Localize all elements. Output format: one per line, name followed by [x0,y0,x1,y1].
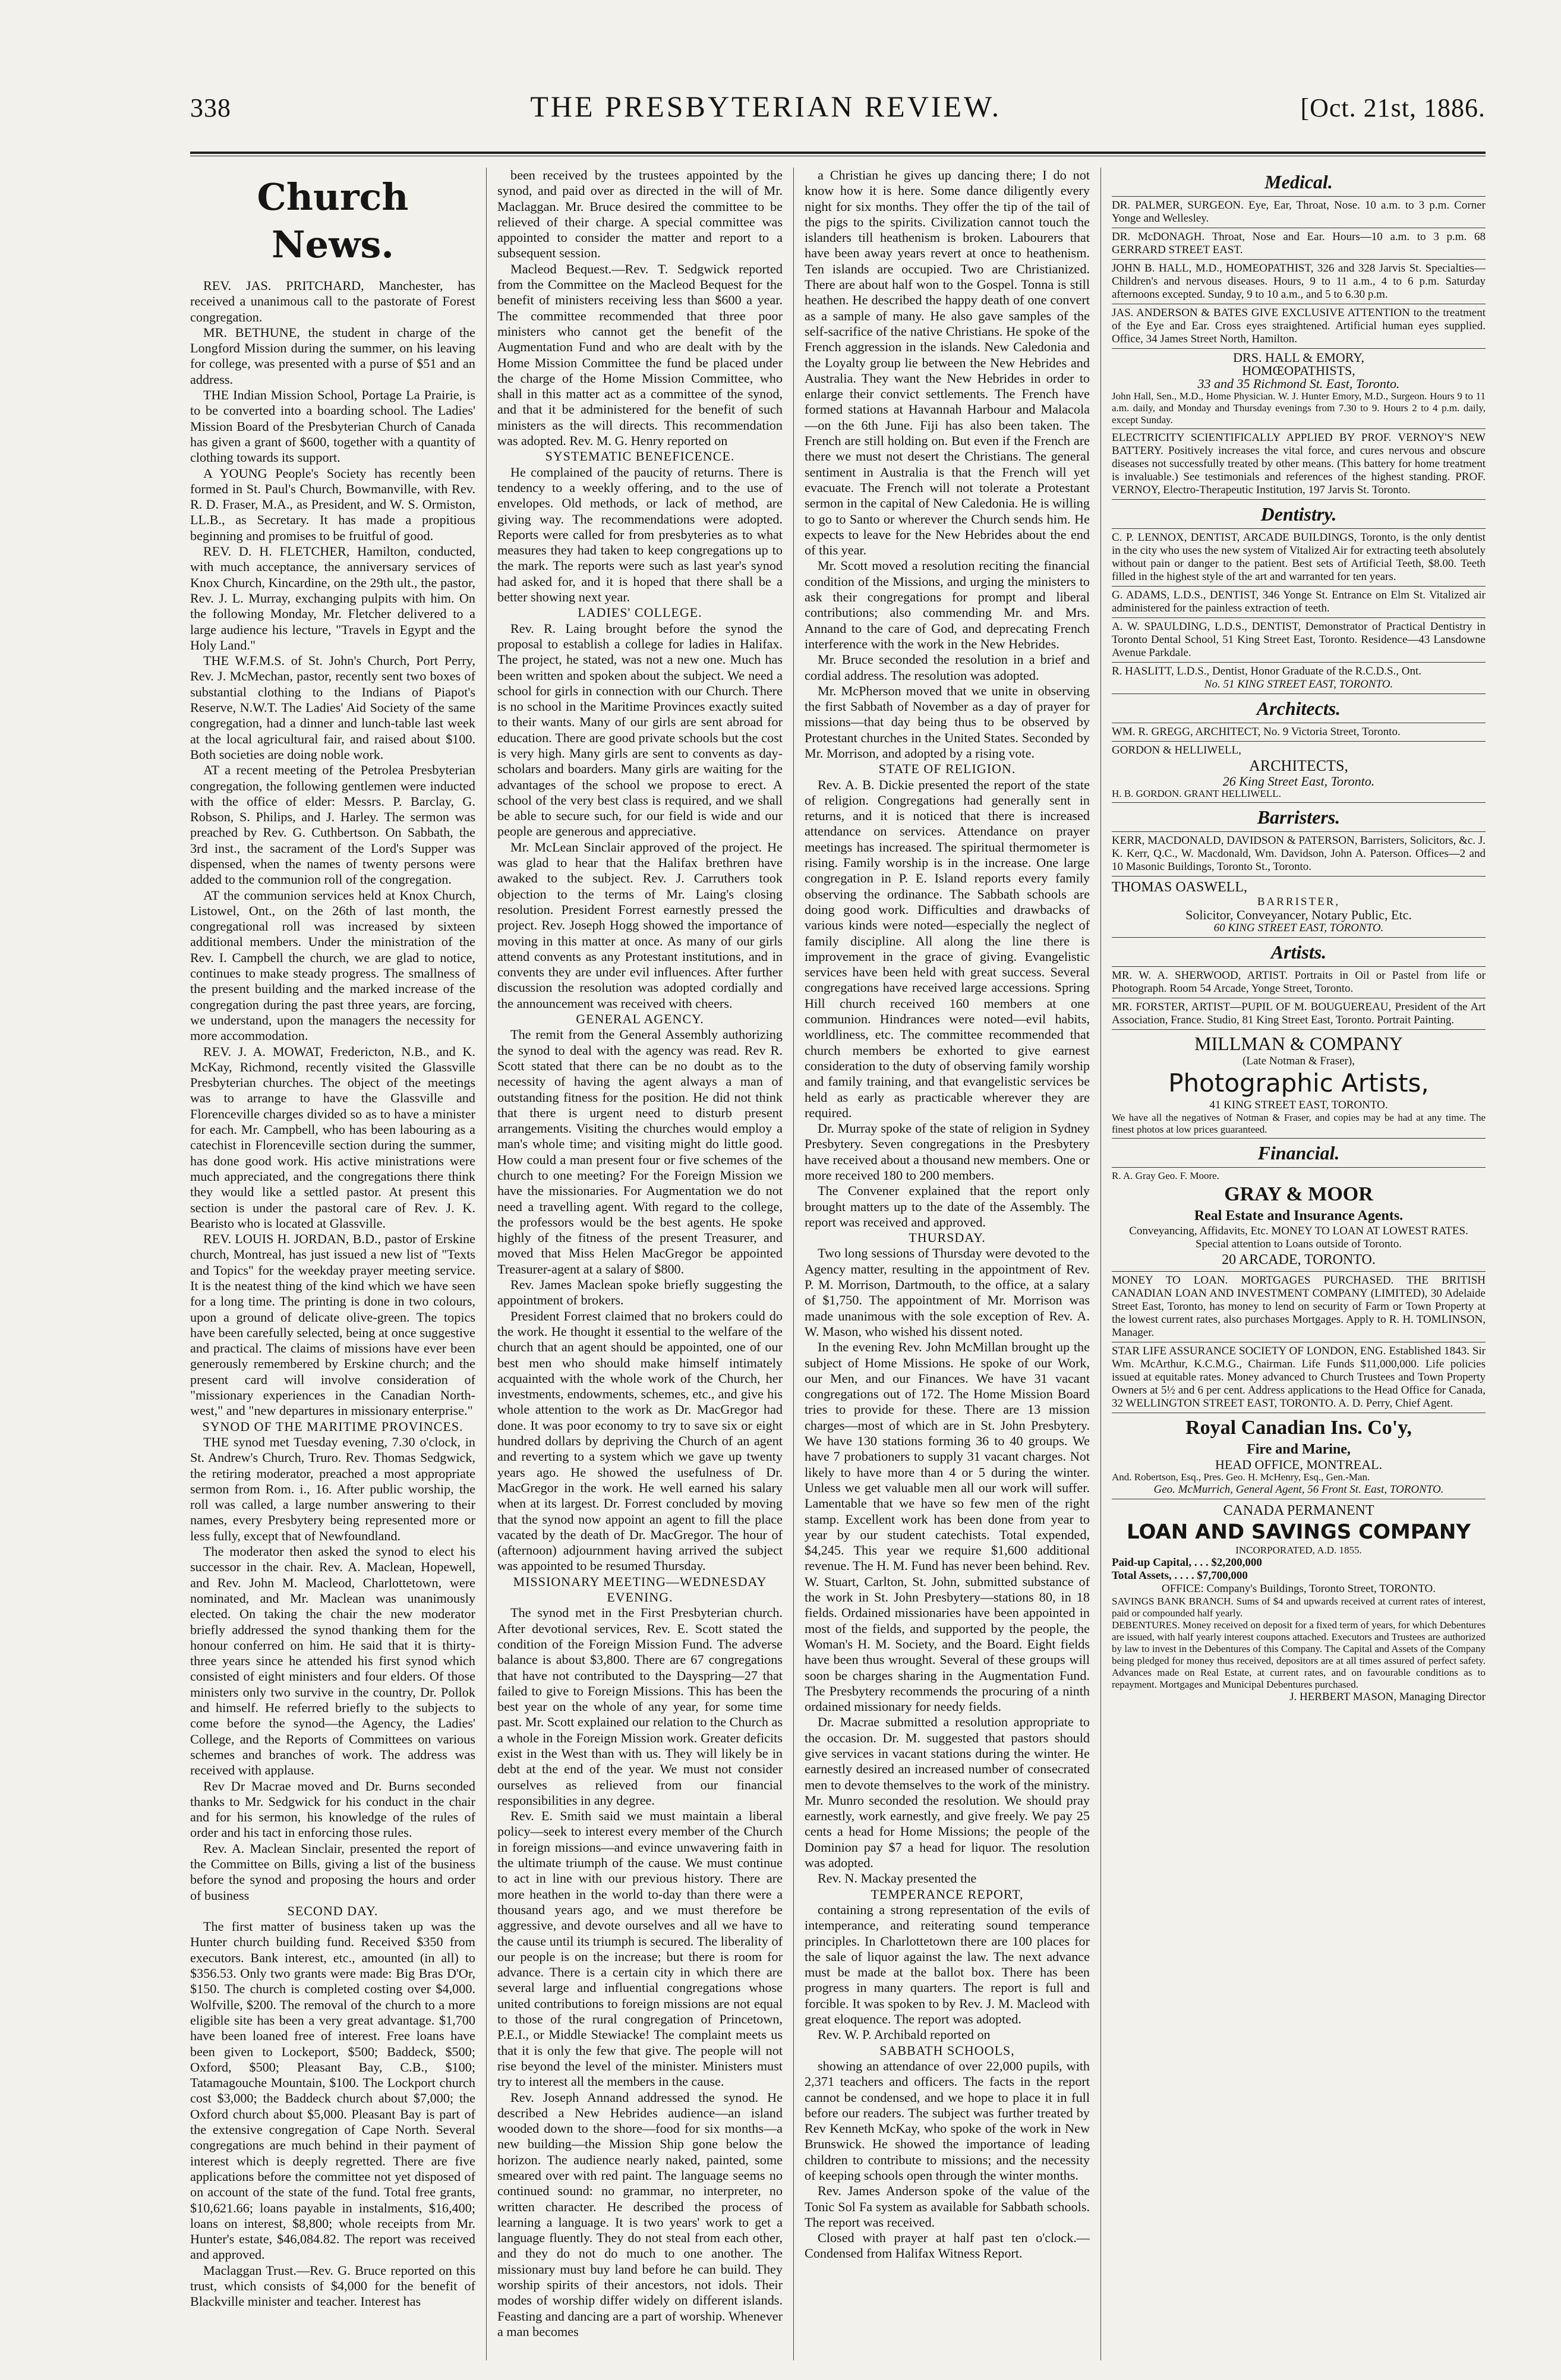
column-1 [190,168,475,2360]
running-head [190,89,1486,137]
article-paragraph: He complained of the paucity of returns. There is tendency to a weekly offering, and to the use of envelopes. Old methods, or lack of method, are giving way. The recommendations were adopted. Reports were called for from presbyteries as to what measures they had taken to keep congregations up to the mark. The reports were such as last year's synod had asked for, and it is hoped that there shall be a better showing next year. [497,464,783,605]
ad-hall-emory-address: 33 and 35 Richmond St. East, Toronto. [1197,376,1400,391]
ad-oaswell-name: THOMAS OASWELL, [1112,880,1247,895]
article-paragraph: President Forrest claimed that no brokers could do the work. He thought it essential to the welfare of the church that an agent should be appointed, one of our best men who should make himself intimately acquainted with the whole work of the Church, her investments, endowments, schemes, etc., and give his whole attention to the work as Dr. MacGregor had done. It was poor economy to try to save six or eight hundred dollars by depriving the Church of an agent and reverting to a system which we gave up twenty years ago. He showed the usefulness of Dr. MacGregor in the work. He well earned his salary when at its largest. Dr. Forrest concluded by moving that the synod now appoint an agent to fill the place vacated by the death of Dr. MacGregor. The hour of (afternoon) adjournment having arrived the subject was appointed to be resumed Thursday. [497,1308,783,1574]
news-item: REV. LOUIS H. JORDAN, B.D., pastor of Erskine church, Montreal, has just issued a new list of "Texts and Topics" for the weekday prayer meeting service. It is the neatest thing of the kind which we have seen for a long time. The printing is done in two colours, upon a ground of delicate olive-green. The topics have been carefully selected, being at once suggestive and practical. The claims of missions have ever been generously remembered by Erskine church; and the present card will involve consideration of "missionary experiences in the Canadian North-west," and "new departures in missionary enterprise." [190,1231,475,1418]
ad-adams: G. ADAMS, L.D.S., DENTIST, 346 Yonge St. Entrance on Elm St. Vitalized air administered for the painless extraction of teeth. [1112,587,1486,618]
artists-heading: Artists. [1112,938,1486,967]
ladies-college-heading: LADIES' COLLEGE. [578,605,702,620]
ad-royal-agent: Geo. McMurrich, General Agent, 56 Front St. East, TORONTO. [1153,1483,1444,1496]
article-paragraph: The synod met in the First Presbyterian church. After devotional services, Rev. E. Scott stated the condition of the Foreign Mission Fund. The adverse balance is about $3,800. There are 67 congregations that have not contributed to the Dayspring—27 that failed to give to Foreign Missions. This has been the best year on the whole of any year, for some time past. Mr. Scott explained our relation to the Church as a whole in the Foreign Mission work. Greater deficits exist in the West than with us. They will likely be in debt at the end of the year. We must not consider ourselves as relieved from our financial responsibilities in any degree. [497,1605,783,1808]
article-paragraph: Rev. Joseph Annand addressed the synod. He described a New Hebrides audience—an island wooded down to the shore—food for six months—a new building—the Mission Ship gone below the horizon. The audience nearly naked, painted, some smeared over with red paint. The language seems no continued sound: no grammar, no interpreter, no written character. He described the process of learning a language. It is two years' work to get a language fluently. They do not steal from each other, and they do not do much to one another. The missionary must buy land before he can build. They worship spirits of their ancestors, not idols. Their modes of worship differ widely on different islands. Feasting and dancing are a part of worship. Whenever a man becomes [497,2089,783,2339]
missionary-meeting-heading: MISSIONARY MEETING—WEDNESDAY EVENING. [513,1574,767,1605]
article-paragraph: Rev. W. P. Archibald reported on [818,2027,991,2042]
column-rule [486,168,487,2360]
second-day-paragraph: The first matter of business taken up was the Hunter church building fund. Received $350 from executors. Bank interest, etc., amounted (in all) to $356.53. Only two grants were made: Big Bras D'Or, $150. The church is completed costing over $4,000. Wolfville, $200. The removal of the church to a more eligible site has been a very great advantage. $1,700 have been loaned free of interest. Free loans have been given to Lockeport, $500; Baddeck, $500; Oxford, $500; Pleasant Bay, C.B., $100; Tatamagouche Mountain, $100. The Lockport church cost $3,000; the Baddeck church about $7,000; the Oxford church about $5,000. Pleasant Bay is part of the extensive congregation of Cape North. Several congregations are much behind in their payment of interest which is deeply regretted. There are five applications before the committee not yet disposed of on account of the state of the fund. Total free grants, $10,621.66; loans payable in instalments, $16,400; loans on interest, $8,800; whole receipts from Mr. Hunter's estate, $46,084.82. The report was received and approved. [190,1919,475,2262]
ad-canada-total-assets: Total Assets, . . . . $7,700,000 [1112,1569,1248,1582]
ad-millman [1112,1030,1486,1139]
ad-money-to-loan: MONEY TO LOAN. MORTGAGES PURCHASED. THE BRITISH CANADIAN LOAN AND INVESTMENT COMPANY (LIMITED), 30 Adelaide Street East, Toronto, has money to lend on security of Farm or Town Property at the lowest current rates, also purchases Mortgages. Apply to R. H. TOMLINSON, Manager. [1112,1272,1486,1342]
synod-heading: SYNOD OF THE MARITIME PROVINCES. [202,1418,463,1434]
columns [190,168,1486,2360]
ad-oaswell-address: 60 KING STREET EAST, TORONTO. [1213,922,1384,934]
ad-sherwood: MR. W. A. SHERWOOD, ARTIST. Portraits in Oil or Pastel from life or Photograph. Room 54 Arcade, Yonge Street, Toronto. [1112,967,1486,998]
ad-gordon-address: 26 King Street East, Toronto. [1222,774,1375,789]
ad-mcdonagh: DR. McDONAGH. Throat, Nose and Ear. Hours—10 a.m. to 3 p.m. 68 GERRARD STREET EAST. [1112,228,1486,260]
ad-canada-signature: J. HERBERT MASON, Managing Director [1289,1691,1486,1703]
article-paragraph: Mr. McPherson moved that we unite in observing the first Sabbath of November as a day of prayer for missions—that day being thus to be observed by Protestant churches in the United States. Seconded by Mr. Morrison, and adopted by a rising vote. [805,683,1090,761]
news-item: REV. D. H. FLETCHER, Hamilton, conducted, with much acceptance, the anniversary services of Knox Church, Kincardine, on the 29th ult., the pastor, Rev. J. L. Murray, exchanging pulpits with him. On the following Monday, Mr. Fletcher delivered to a large audience his lecture, "Travels in Egypt and the Holy Land." [190,544,475,652]
ad-canada-incorporated: INCORPORATED, A.D. 1855. [1235,1544,1362,1556]
ad-gordon-sub: ARCHITECTS, [1249,757,1348,774]
ad-haslitt-body: R. HASLITT, L.D.S., Dentist, Honor Graduate of the R.C.D.S., Ont. [1112,665,1422,677]
ad-spaulding: A. W. SPAULDING, L.D.S., DENTIST, Demonstrator of Practical Dentistry in Toronto Dental School, 51 King Street East, Toronto. Residence—43 Lansdowne Avenue Parkdale. [1112,618,1486,663]
architects-heading: Architects. [1112,694,1486,723]
systematic-heading: SYSTEMATIC BENEFICENCE. [545,449,735,464]
ad-forster: MR. FORSTER, ARTIST—PUPIL OF M. BOUGUEREAU, President of the Art Association, France. Studio, 81 King Street East, Toronto. Portrait Painting. [1112,998,1486,1030]
second-day-heading: SECOND DAY. [287,1903,379,1918]
ad-gray-body: Conveyancing, Affidavits, Etc. MONEY TO LOAN AT LOWEST RATES. Special attention to Loans outside of Toronto. [1129,1225,1468,1250]
ad-canada-title: CANADA PERMANENT [1223,1503,1374,1518]
page-number: 338 [190,93,231,122]
news-item: REV. J. A. MOWAT, Fredericton, N.B., and K. McKay, Richmond, recently visited the Glassville Presbyterian churches. The object of the meetings was to arrange to have the Glassville and Florenceville charges divided so as to have a minister for each. Mr. Campbell, who has been labouring as a catechist in Florenceville section during the summer, has done good work. His active ministrations were much appreciated, and the congregations there think they would like a settled pastor. At present this section is under the pastoral care of Rev. J. K. Bearisto who is located at Glassville. [190,1044,475,1231]
ad-canada-big: LOAN AND SAVINGS COMPANY [1127,1520,1471,1544]
ad-star-life: STAR LIFE ASSURANCE SOCIETY OF LONDON, ENG. Established 1843. Sir Wm. McArthur, K.C.M.G., Chairman. Life Funds $11,000,000. Life policies issued at equitable rates. Money advanced to Church Trustees and Town Property Owners at 5½ and 6 per cent. Address applications to the Head Office for Canada, 32 WELLINGTON STREET EAST, TORONTO. A. D. Perry, Chief Agent. [1112,1342,1486,1413]
article-paragraph: Rev. N. Mackay presented the [818,1871,977,1886]
barristers-heading: Barristers. [1112,803,1486,832]
ad-palmer: DR. PALMER, SURGEON. Eye, Ear, Throat, Nose. 10 a.m. to 3 p.m. Corner Yonge and Wellesley. [1112,197,1486,228]
ad-oaswell [1112,877,1486,938]
synod-paragraph: THE synod met Tuesday evening, 7.30 o'clock, in St. Andrew's Church, Truro. Rev. Thomas Sedgwick, the retiring moderator, preached a most appropriate sermon from Rom. i., 16. After public worship, the roll was called, a large number answering to their names, every Presbytery being represented more or less fully, except that of Newfoundland. [190,1434,475,1543]
article-paragraph: Rev. James Anderson spoke of the value of the Tonic Sol Fa system as available for Sabbath schools. The report was received. [805,2183,1090,2230]
ad-royal-canadian [1112,1413,1486,1499]
ad-gordon-title: GORDON & HELLIWELL, [1112,744,1241,756]
ad-millman-sub: (Late Notman & Fraser), [1243,1055,1355,1067]
ad-royal-body: And. Robertson, Esq., Pres. Geo. H. McHenry, Esq., Gen.-Man. [1112,1471,1370,1483]
column-rule [1100,168,1101,2360]
ad-canada-savings: SAVINGS BANK BRANCH. Sums of $4 and upwards received at current rates of interest, paid or compounded half yearly. [1112,1596,1486,1619]
ad-gray-title: GRAY & MOOR [1224,1183,1373,1205]
temperance-heading: TEMPERANCE REPORT, [871,1886,1024,1902]
ad-canada-paid-up: Paid-up Capital, . . . $2,200,000 [1112,1556,1262,1569]
medical-heading: Medical. [1112,168,1486,197]
ad-haslitt-address: No. 51 KING STREET EAST, TORONTO. [1204,678,1393,691]
ad-millman-title: MILLMAN & COMPANY [1194,1033,1403,1054]
ad-oaswell-body: Solicitor, Conveyancer, Notary Public, Etc. [1185,907,1412,922]
ad-gray-sub: Real Estate and Insurance Agents. [1194,1208,1404,1224]
ad-millman-address: 41 KING STREET EAST, TORONTO. [1209,1099,1388,1111]
ad-canada-debentures: DEBENTURES. Money received on deposit for a fixed term of years, for which Debentures are issued, with half yearly interest coupons attached. Executors and Trustees are authorized by law to invest in the Debentures of this Company. The Capital and Assets of the Company being pledged for money thus received, depositors are at all times assured of perfect safety. Advances made on Real Estate, at current rates, and on favourable conditions as to repayment. Mortgages and Municipal Debentures purchased. [1112,1619,1486,1690]
ad-canada-office: OFFICE: Company's Buildings, Toronto Street, TORONTO. [1162,1583,1436,1595]
article-paragraph: Rev. A. B. Dickie presented the report of the state of religion. Congregations had generally sent in returns, and it is noticed that there is increased attendance on services. Attendance on prayer meetings has increased. The spiritual thermometer is rising. Family worship is in the increase. One large congregation in P. E. Island reports every family observing the ordinance. The Sabbath schools are doing good work. Difficulties and drawbacks of various kinds were noted—especially the neglect of family discipline. All along the line there is improvement in the grace of giving. Evangelistic services have been held with great success. Several congregations have received large accessions. Spring Hill church received 160 members at one communion. Hindrances were noted—evil habits, worldliness, etc. The committee recommended that church members be exhorted to give earnest consideration to the duty of observing family worship and family training, and that evangelistic services be held as early as practicable wherever they are required. [805,777,1090,1120]
ad-hall-emory-sub: HOMŒOPATHISTS, [1242,363,1355,378]
ad-electricity: ELECTRICITY SCIENTIFICALLY APPLIED BY PROF. VERNOY'S NEW BATTERY. Positively increases the vital force, and cures nervous and obscure diseases not successfully treated by other means. (This battery for home treatment is invaluable.) See testimonials and references of the highest standing. PROF. VERNOY, Electro-Therapeutic Institution, 197 Jarvis St. Toronto. [1112,429,1486,500]
thursday-heading: THURSDAY. [909,1230,986,1246]
column-2 [497,168,783,2360]
second-day-paragraph: Maclaggan Trust.—Rev. G. Bruce reported on this trust, which consists of $4,000 for the benefit of Blackville minister and teacher. Interest has [190,2262,475,2309]
issue-date: [Oct. 21st, 1886. [1300,93,1486,122]
article-paragraph: Mr. Scott moved a resolution reciting the financial condition of the Missions, and urging the ministers to ask their congregations for prompt and liberal contributions; also commending Mr. and Mrs. Annand to the care of God, and deprecating French interference with the work in the New Hebrides. [805,558,1090,651]
ad-lennox: C. P. LENNOX, DENTIST, ARCADE BUILDINGS, Toronto, is the only dentist in the city who uses the new system of Vitalized Air for extracting teeth absolutely without pain or danger to the patient. Best sets of Artificial Teeth, $8.00. Teeth filled in the highest style of the art and warranted for ten years. [1112,529,1486,587]
news-item: THE W.F.M.S. of St. John's Church, Port Perry, Rev. J. McMechan, pastor, recently sent two boxes of substantial clothing to the Indians of Piapot's Reserve, N.W.T. The Ladies' Aid Society of the same congregation, had a dinner and lunch-table last week at the local agricultural fair, and raised about $100. Both societies are doing noble work. [190,653,475,762]
header-rule [190,152,1486,156]
ad-royal-head-office: HEAD OFFICE, MONTREAL. [1215,1457,1383,1472]
news-item: THE Indian Mission School, Portage La Prairie, is to be converted into a boarding school. The Ladies' Mission Board of the Presbyterian Church of Canada has given a grant of $600, together with a quantity of clothing towards its support. [190,387,475,465]
ad-anderson: JAS. ANDERSON & BATES GIVE EXCLUSIVE ATTENTION to the treatment of the Eye and Ear. Cross eyes straightened. Artificial human eyes supplied. Office, 34 James Street North, Hamilton. [1112,304,1486,349]
article-paragraph: Dr. Macrae submitted a resolution appropriate to the occasion. Dr. M. suggested that pastors should give services in vacant stations during the winter. He earnestly desired an increased number of consecrated men to devote themselves to the work of the ministry. Mr. Munro seconded the resolution. We should pray earnestly, work earnestly, and give freely. We pay 25 cents a head for Home Missions; the people of the Dominion pay $7 a head for liquor. The resolution was adopted. [805,1714,1090,1871]
church-news-banner: Church News. [257,175,409,266]
article-paragraph: Macleod Bequest.—Rev. T. Sedgwick reported from the Committee on the Macleod Bequest for the benefit of ministers receiving less than $600 a year. The committee recommended that three poor ministers who cannot get the benefit of the Augmentation Fund and who are dealt with by the Home Mission Committee the fund be placed under the charge of the Home Mission Committee, who shall in this matter act as a committee of the synod, and that it be administered for the benefit of such ministers as the will directs. This recommendation was adopted. Rev. M. G. Henry reported on [497,261,783,449]
financial-heading: Financial. [1112,1139,1486,1168]
sabbath-schools-heading: SABBATH SCHOOLS, [879,2042,1015,2058]
ad-haslitt [1112,663,1486,694]
ad-royal-sub: Fire and Marine, [1247,1442,1351,1457]
ad-hall-emory-title: DRS. HALL & EMORY, [1233,350,1364,365]
ad-hall: JOHN B. HALL, M.D., HOMEOPATHIST, 326 and 328 Jarvis St. Specialties—Children's and nervous diseases. Hours, 9 to 11 a.m., 4 to 6 p.m. Saturday afternoons excepted. Sunday, 9 to 10 a.m., and 5 to 6.30 p.m. [1112,260,1486,304]
article-paragraph: Rev. R. Laing brought before the synod the proposal to establish a college for ladies in Halifax. The project, he stated, was not a new one. Much has been written and spoken about the subject. We need a school for girls in connection with our Church. There is no school in the Maritime Provinces exactly suited to their wants. Many of our girls are sent abroad for education. There are good private schools but the cost is very high. Many girls are sent to convents as day-scholars and boarders. Many girls are waiting for the advantages of the school we propose to erect. A school of the very best class is required, and we shall be able to secure such, for our field is wide and our people are generous and appreciative. [497,620,783,839]
synod-paragraph: The moderator then asked the synod to elect his successor in the chair. Rev. A. Maclean, Hopewell, and Rev. John M. Macleod, Charlottetown, were nominated, and Mr. Maclean was unanimously elected. On taking the chair the new moderator briefly addressed the synod thanking them for the honour conferred on him. He said that it is thirty-three years since he attended his first synod which consisted of eight ministers and four elders. Of those ministers only two survive in the country, Dr. Pollok and himself. He referred briefly to the subjects to come before the synod—the Agency, the Ladies' College, and the Reports of Committees on various schemes and branches of work. The address was received with applause. [190,1544,475,1778]
article-paragraph: The Convener explained that the report only brought matters up to the date of the Assembly. The report was received and approved. [805,1183,1090,1230]
ad-gray-moor [1112,1168,1486,1272]
ad-gordon-helliwell [1112,742,1486,803]
ad-gray-names: R. A. Gray Geo. F. Moore. [1112,1170,1219,1181]
article-paragraph: Closed with prayer at half past ten o'clock.—Condensed from Halifax Witness Report. [805,2230,1090,2261]
column-3 [805,168,1090,2360]
general-agency-heading: GENERAL AGENCY. [576,1011,704,1027]
ad-millman-big: Photographic Artists, [1168,1068,1429,1098]
ad-royal-title: Royal Canadian Ins. Co'y, [1185,1417,1412,1439]
ad-kerr: KERR, MACDONALD, DAVIDSON & PATERSON, Barristers, Solicitors, &c. J. K. Kerr, Q.C., W. Macdonald, Wm. Davidson, John A. Paterson. Offices—2 and 10 Masonic Buildings, Toronto St., Toronto. [1112,832,1486,877]
news-item: AT a recent meeting of the Petrolea Presbyterian congregation, the following gentlemen were inducted with the office of elder: Messrs. P. Barclay, G. Robson, S. Philips, and J. Harley. The sermon was preached by Rev. G. Cuthbertson. On Sabbath, the 3rd inst., the sacrament of the Lord's Supper was dispensed, when the names of twenty persons were added to the communion roll of the congregation. [190,762,475,887]
article-paragraph: Rev. E. Smith said we must maintain a liberal policy—seek to interest every member of the Church in foreign missions—and evince unwavering faith in the ultimate triumph of the cause. We must continue to act in line with our previous history. There are more heathen in the world to-day than there were a thousand years ago, and we must therefore be aggressive, and devote ourselves and all we have to the cause until its triumph is secured. The liberality of our people is on the increase; but there is room for advance. There is a certain city in which there are several large and influential congregations whose united contributions to foreign missions are not equal to those of the rural congregation of Princetown, P.E.I., or Middle Stewiacke! The complaint meets us that it is only the few that give. The people will not rise beyond the level of the minister. Ministers must try to interest all the members in the cause. [497,1808,783,2089]
article-paragraph: Mr. Bruce seconded the resolution in a brief and cordial address. The resolution was adopted. [805,652,1090,683]
column-4-advertisements [1112,168,1486,2360]
article-paragraph: Dr. Murray spoke of the state of religion in Sydney Presbytery. Seven congregations in the Presbytery have received about a thousand new members. One or more received 180 to 200 members. [805,1121,1090,1183]
ad-gordon-names: H. B. GORDON. GRANT HELLIWELL. [1112,788,1281,799]
journal-title: THE PRESBYTERIAN REVIEW. [530,90,1002,123]
article-paragraph: In the evening Rev. John McMillan brought up the subject of Home Missions. He spoke of our Work, our Men, and our Finances. We have 31 vacant congregations out of 172. The Home Mission Board tries to provide for these. There are 13 mission charges—most of which are in St. John Presbytery. We have 130 stations forming 36 to 40 groups. We have 7 probationers to supply 31 vacant charges. Not likely to have more than 4 or 5 during the winter. Unless we get valuable men all our work will suffer. Lamentable that we have so few men of the right stamp. Excellent work has been done from year to year by our student catechists. Total expended, $4,245. This year we require $1,600 additional revenue. The H. M. Fund has never been behind. Rev. W. Stuart, Carlton, St. John, submitted substance of the work in St. John Presbytery—stations 80, in 18 fields. Ordained missionaries have been appointed in most of the fields, and supported by the people, the Woman's H. M. Society, and the Board. Eight fields have been thus wrought. Several of these groups will soon be charges sharing in the Augmentation Fund. The Presbytery recommends the procuring of a ninth ordained missionary for needy fields. [805,1339,1090,1714]
article-paragraph: containing a strong representation of the evils of intemperance, and reiterating sound temperance principles. In Charlottetown there are 100 places for the sale of liquor against the law. The next advance must be made at the ballot box. There has been progress in many quarters. The report is full and forcible. It was spoken to by Rev. J. M. Macleod with great eloquence. The report was adopted. [805,1902,1090,2027]
news-item: A YOUNG People's Society has recently been formed in St. Paul's Church, Bowmanville, with Rev. R. D. Fraser, M.A., as President, and W. S. Ormiston, LL.B., as Secretary. It has made a propitious beginning and promises to be fruitful of good. [190,465,475,543]
article-paragraph: been received by the trustees appointed by the synod, and paid over as directed in the will of Mr. Maclaggan. Mr. Bruce desired the committee to be relieved of their charge. A special committee was appointed to consider the matter and report to a subsequent session. [497,168,783,261]
ad-gregg: WM. R. GREGG, ARCHITECT, No. 9 Victoria Street, Toronto. [1112,723,1486,742]
column-rule [793,168,794,2360]
ad-millman-note: We have all the negatives of Notman & Fraser, and copies may be had at any time. The finest photos at low prices guaranteed. [1112,1112,1486,1135]
synod-paragraph: Rev Dr Macrae moved and Dr. Burns seconded thanks to Mr. Sedgwick for his conduct in the chair and for his sermon, his knowledge of the rules of order and his tact in enforcing those rules. [190,1778,475,1840]
news-item: MR. BETHUNE, the student in charge of the Longford Mission during the summer, on his leaving for college, was presented with a purse of $51 and an address. [190,324,475,387]
ad-hall-emory-body: John Hall, Sen., M.D., Home Physician. W. J. Hunter Emory, M.D., Surgeon. Hours 9 to 11 a.m. daily, and Monday and Thursday evenings from 7.30 to 9. Hours 2 to 4 p.m. daily, except Sunday. [1112,390,1486,425]
news-item: AT the communion services held at Knox Church, Listowel, Ont., on the 26th of last month, the congregational roll was increased by sixteen additional members. Under the ministration of the Rev. I. Campbell the church, we are glad to notice, continues to make steady progress. The smallness of the present building and the marked increase of the congregation during the past three years, are forcing, we understand, upon the managers the necessity for more accommodation. [190,887,475,1044]
article-paragraph: Mr. McLean Sinclair approved of the project. He was glad to hear that the Halifax brethren have awaked to the subject. Rev. J. Carruthers took objection to the terms of Mr. Laing's closing resolution. President Forrest earnestly pressed the project. Rev. Joseph Hogg showed the importance of moving in this matter at once. As many of our girls attend convents as any Protestant institutions, and in convents they are under evil influences. After further discussion the resolution was adopted cordially and the announcement was received with cheers. [497,839,783,1011]
state-of-religion-heading: STATE OF RELIGION. [878,761,1016,777]
article-paragraph: Two long sessions of Thursday were devoted to the Agency matter, resulting in the appointment of Rev. P. M. Morrison, Dartmouth, to the office, at a salary of $1,750. The appointment of Mr. Morrison was made unanimous with the sole exception of Rev. A. W. Mason, who wished his dissent noted. [805,1246,1090,1339]
news-item: REV. JAS. PRITCHARD, Manchester, has received a unanimous call to the pastorate of Forest congregation. [190,278,475,324]
ad-oaswell-title: BARRISTER, [1257,896,1341,908]
ad-canada-permanent [1112,1499,1486,1706]
ad-gray-address: 20 ARCADE, TORONTO. [1222,1252,1376,1268]
article-paragraph: Rev. James Maclean spoke briefly suggesting the appointment of brokers. [497,1277,783,1308]
synod-paragraph: Rev. A. Maclean Sinclair, presented the report of the Committee on Bills, giving a list of the business before the synod and proposing the hours and order of business [190,1840,475,1903]
article-paragraph: The remit from the General Assembly authorizing the synod to deal with the agency was read. Rev R. Scott stated that there can be no doubt as to the necessity of having the agent always a man of outstanding fitness for the position. He did not think that there is urgent need to disturb present arrangements. Visiting the churches would employ a man's whole time; and visiting might do little good. How could a man present four or five schemes of the church to one meeting? For the Foreign Mission we have the missionaries. For Augmentation we do not need a travelling agent. With regard to the college, the professors would be the best agents. He spoke highly of the fitness of the present Treasurer, and moved that Miss Helen MacGregor be appointed Treasurer-agent at a salary of $800. [497,1027,783,1276]
dentistry-heading: Dentistry. [1112,500,1486,529]
ad-hall-emory [1112,349,1486,429]
article-paragraph: showing an attendance of over 22,000 pupils, with 2,371 teachers and officers. The facts in the report cannot be condensed, and we hope to place it in full before our readers. The subject was further treated by Rev Kenneth McKay, who spoke of the work in New Brunswick. He showed the importance of leading children to contribute to missions; and the necessity of keeping schools open through the winter months. [805,2058,1090,2183]
article-paragraph: a Christian he gives up dancing there; I do not know how it is here. Some dance diligently every night for six months. They offer the tip of the tail of the pigs to the spirits. Civilization cannot touch the islanders till heathenism is broken. Labourers that have been away years revert at once to heathenism. Ten islands are occupied. Two are Christianized. There are about half won to the Gospel. Tonna is still heathen. He described the happy death of one convert as a sample of many. He also gave samples of the self-sacrifice of the native Christians. He spoke of the French aggression in the islands. New Caledonia and the Loyalty group lie between the New Hebrides and Australia. They want the New Hebrides in order to enlarge their convict settlements. The French have formed stations at Havannah Harbour and Malacola—on the 6th June. Fiji has also been taken. The French are still holding on. But even if the French are there we must not desert the Christians. The general sentiment in Australia is that the French will yet evacuate. The French will not tolerate a Protestant sermon in the capital of New Caledonia. He is willing to go to Santo or wherever the Church sends him. He expects to leave for the New Hebrides about the end of this year. [805,168,1090,558]
